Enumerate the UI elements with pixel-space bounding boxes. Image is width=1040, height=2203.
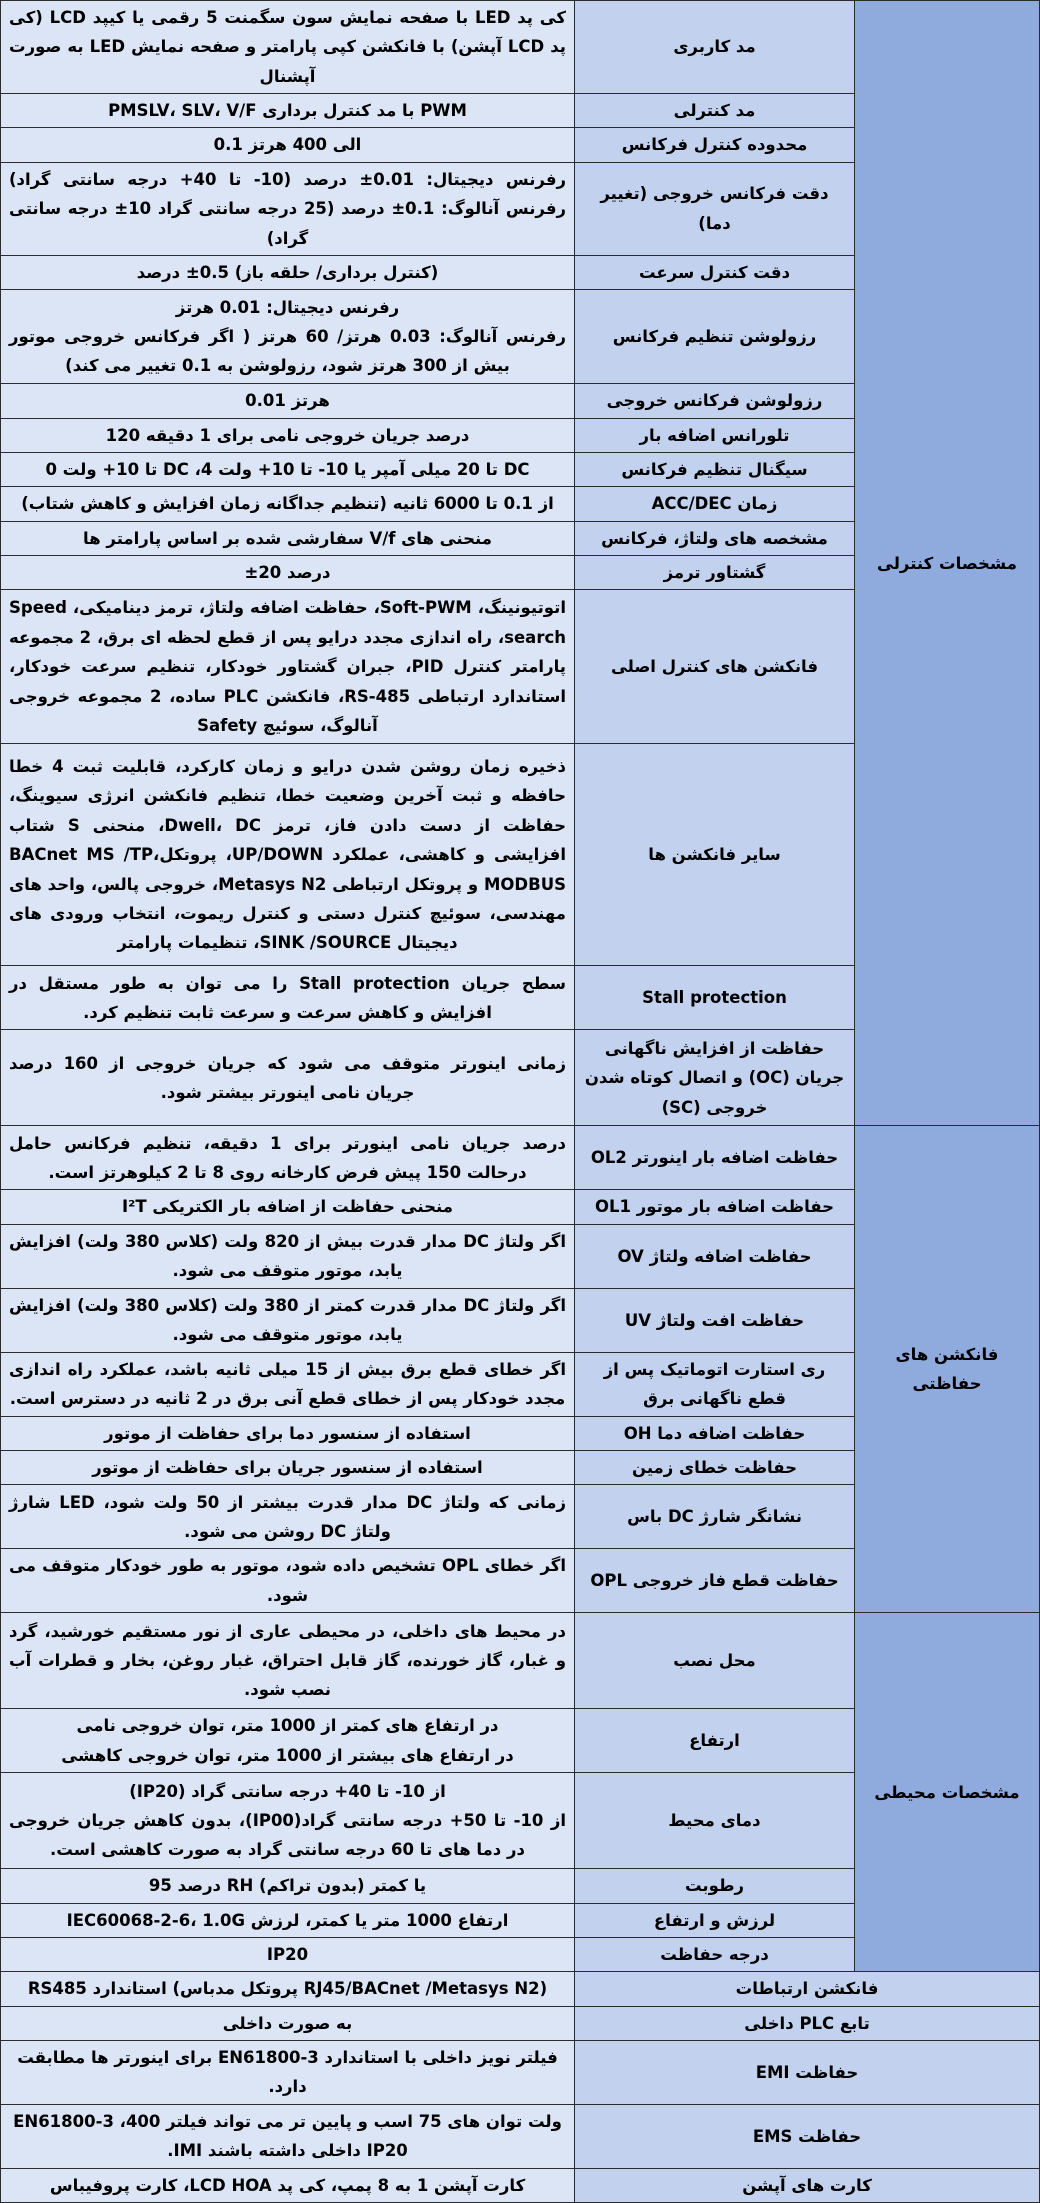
param-label: حفاظت EMS [575, 2104, 1040, 2168]
param-label: فانکشن های کنترل اصلی [575, 590, 855, 744]
category-environment: مشخصات محیطی [855, 1613, 1040, 1972]
param-label: دمای محیط [575, 1773, 855, 1869]
param-label: Stall protection [575, 966, 855, 1030]
table-row [1, 2040, 1040, 2104]
param-value: درصد جریان نامی اینورتر برای 1 دقیقه، تنظیم فرکانس حامل درحالت 150 پیش فرض کارخانه روی 8 تا 2 کیلوهرتز است. [1, 1126, 575, 1190]
table-row [1, 2168, 1040, 2202]
param-label: دقت فرکانس خروجی (تغییر دما) [575, 162, 855, 255]
param-label: کارت های آپشن [575, 2168, 1040, 2202]
param-label: محل نصب [575, 1613, 855, 1709]
param-value: فیلتر نویز داخلی با استاندارد EN61800-3 برای اینورتر ها مطابقت دارد. [1, 2040, 575, 2104]
param-value: درصد 20± [1, 556, 575, 590]
param-label: حفاظت اضافه دما OH [575, 1416, 855, 1450]
table-row [1, 1126, 1040, 1190]
param-label: نشانگر شارژ DC باس [575, 1485, 855, 1549]
param-value: کی پد LED با صفحه نمایش سون سگمنت 5 رقمی یا کیپد LCD (کی پد LCD آپشن) با فانکشن کپی پارامتر و صفحه نمایش LED به صورت آپشنال [1, 1, 575, 94]
param-value: به صورت داخلی [1, 2006, 575, 2040]
value-line: رفرنس دیجیتال: 0.01 هرتز [175, 297, 400, 317]
param-label: رزولوشن تنظیم فرکانس [575, 290, 855, 384]
param-value: درصد جریان خروجی نامی برای 1 دقیقه 120 [1, 418, 575, 452]
param-value: در محیط های داخلی، در محیطی عاری از نور مستقیم خورشید، گرد و غبار، گاز خورنده، گاز قابل احتراق، غبار روغن، بخار و قطرات آب نصب شود. [1, 1613, 575, 1709]
param-label: ارتفاع [575, 1709, 855, 1773]
param-label: مد کنترلی [575, 94, 855, 128]
param-label: لرزش و ارتفاع [575, 1903, 855, 1937]
param-value: رفرنس دیجیتال: 0.01± درصد (10- تا 40+ درجه سانتی گراد) رفرنس آنالوگ: 0.1± درصد (25 درجه سانتی گراد 10± درجه سانتی گراد) [1, 162, 575, 255]
param-label: گشتاور ترمز [575, 556, 855, 590]
table-row [1, 1, 1040, 94]
param-value: ارتفاع 1000 متر یا کمتر، لرزش IEC60068-2-6، 1.0G [1, 1903, 575, 1937]
param-label: حفاظت اضافه بار اینورتر OL2 [575, 1126, 855, 1190]
param-value: هرتز 0.01 [1, 384, 575, 418]
param-value: PWM با مد کنترل برداری PMSLV، SLV، V/F [1, 94, 575, 128]
param-value: زمانی که ولتاژ DC مدار قدرت بیشتر از 50 ولت شود، LED شارژ ولتاژ DC روشن می شود. [1, 1485, 575, 1549]
param-label: حفاظت اضافه ولتاژ OV [575, 1224, 855, 1288]
param-label: حفاظت EMI [575, 2040, 1040, 2104]
param-value: DC تا 20 میلی آمپر یا 10- تا 10+ ولت 4، DC تا 10+ ولت 0 [1, 452, 575, 486]
param-value: منحنی های V/f سفارشی شده بر اساس پارامتر ها [1, 521, 575, 555]
param-label: زمان ACC/DEC [575, 487, 855, 521]
param-value: ولت توان های 75 اسب و پایین تر می تواند فیلتر 400، EN61800-3 IP20 داخلی داشته باشند IMI. [1, 2104, 575, 2168]
param-value: یا کمتر (بدون تراکم) RH درصد 95 [1, 1869, 575, 1903]
param-value [1, 290, 575, 384]
param-value [1, 1773, 575, 1869]
param-label: ری استارت اتوماتیک پس از قطع ناگهانی برق [575, 1352, 855, 1416]
param-label: سایر فانکشن ها [575, 744, 855, 966]
param-label: رزولوشن فرکانس خروجی [575, 384, 855, 418]
param-value: اگر ولتاژ DC مدار قدرت کمتر از 380 ولت (کلاس 380 ولت) افزایش یابد، موتور متوقف می شود. [1, 1288, 575, 1352]
param-value: سطح جریان Stall protection را می توان به طور مستقل در افزایش و کاهش سرعت و سرعت ثابت تنظیم کرد. [1, 966, 575, 1030]
param-value: کارت آپشن 1 به 8 پمپ، کی پد LCD HOA، کارت پروفیباس [1, 2168, 575, 2202]
param-value: اگر خطای OPL تشخیص داده شود، موتور به طور خودکار متوقف می شود. [1, 1549, 575, 1613]
param-value: IP20 [1, 1937, 575, 1971]
param-label: حفاظت افت ولتاژ UV [575, 1288, 855, 1352]
value-line: از 10- تا 40+ درجه سانتی گراد (IP20) [129, 1781, 446, 1801]
param-value: استفاده از سنسور دما برای حفاظت از موتور [1, 1416, 575, 1450]
table-row [1, 2104, 1040, 2168]
value-line: رفرنس آنالوگ: 0.03 هرتز/ 60 هرتز ( اگر فرکانس خروجی موتور بیش از 300 هرتز شود، رزولوشن به 0.1 تغییر می کند) [9, 327, 566, 376]
value-line: از 10- تا 50+ درجه سانتی گراد(IP00)، بدون کاهش جریان خروجی در دما های تا 60 درجه سانتی گراد به صورت کاهشی است. [9, 1811, 566, 1860]
param-value: (کنترل برداری/ حلقه باز) 0.5± درصد [1, 255, 575, 289]
param-label: رطوبت [575, 1869, 855, 1903]
param-value [1, 1709, 575, 1773]
param-label: سیگنال تنظیم فرکانس [575, 452, 855, 486]
param-label: حفاظت قطع فاز خروجی OPL [575, 1549, 855, 1613]
param-label: حفاظت از افزایش ناگهانی جریان (OC) و اتصال کوتاه شدن خروجی (SC) [575, 1030, 855, 1126]
value-line: در ارتفاع های کمتر از 1000 متر، توان خروجی نامی [76, 1716, 499, 1736]
param-value: الی 400 هرتز 0.1 [1, 128, 575, 162]
param-value: از 0.1 تا 6000 ثانیه (تنظیم جداگانه زمان افزایش و کاهش شتاب) [1, 487, 575, 521]
param-label: مشخصه های ولتاژ، فرکانس [575, 521, 855, 555]
param-label: تلورانس اضافه بار [575, 418, 855, 452]
value-line: در ارتفاع های بیشتر از 1000 متر، توان خروجی کاهشی [61, 1745, 514, 1765]
param-value: اتوتیونینگ، Soft-PWM، حفاظت اضافه ولتاژ، ترمز دینامیکی، Speed search، راه اندازی مجدد درایو پس از قطع لحظه ای برق، 2 مجموعه پارامتر کنترل PID، جبران گشتاور خودکار، تنظیم سرعت خودکار، استاندارد ارتباطی RS-485، فانکشن PLC ساده، 2 مجموعه خروجی آنالوگ، سوئیچ Safety [1, 590, 575, 744]
param-value: اگر خطای قطع برق بیش از 15 میلی ثانیه باشد، عملکرد راه اندازی مجدد خودکار پس از خطای قطع آنی برق در 2 ثانیه در دسترس است. [1, 1352, 575, 1416]
table-row [1, 1613, 1040, 1709]
param-label: حفاظت خطای زمین [575, 1451, 855, 1485]
category-protection: فانکشن های حفاظتی [855, 1126, 1040, 1613]
param-value: منحنی حفاظت از اضافه بار الکتریکی I²T [1, 1190, 575, 1224]
table-row [1, 1972, 1040, 2006]
param-label: درجه حفاظت [575, 1937, 855, 1971]
param-label: حفاظت اضافه بار موتور OL1 [575, 1190, 855, 1224]
param-value: استفاده از سنسور جریان برای حفاظت از موتور [1, 1451, 575, 1485]
param-label: تابع PLC داخلی [575, 2006, 1040, 2040]
param-value: ذخیره زمان روشن شدن درایو و زمان کارکرد، قابلیت ثبت 4 خطا حافظه و ثبت آخرین وضعیت خطا، تنظیم فانکشن انرژی سیوینگ، حفاظت از دست دادن فاز، ترمز Dwell، DC، منحنی S شتاب افزایشی و کاهشی، عملکرد UP/DOWN، پروتکلBACnet MS /TP، MODBUS و پروتکل ارتباطی Metasys N2، خروجی پالس، واحد های مهندسی، سوئیچ کنترل دستی و کنترل ریموت، انتخاب ورودی های دیجیتال SINK /SOURCE، تنظیمات پارامتر [1, 744, 575, 966]
param-label: دقت کنترل سرعت [575, 255, 855, 289]
param-value: (RJ45/BACnet /Metasys N2 پروتکل مدباس) استاندارد RS485 [1, 1972, 575, 2006]
param-label: مد کاربری [575, 1, 855, 94]
table-row [1, 2006, 1040, 2040]
param-label: فانکشن ارتباطات [575, 1972, 1040, 2006]
category-control: مشخصات کنترلی [855, 1, 1040, 1126]
param-value: اگر ولتاژ DC مدار قدرت بیش از 820 ولت (کلاس 380 ولت) افزایش یابد، موتور متوقف می شود. [1, 1224, 575, 1288]
param-value: زمانی اینورتر متوقف می شود که جریان خروجی از 160 درصد جریان نامی اینورتر بیشتر شود. [1, 1030, 575, 1126]
param-label: محدوده کنترل فرکانس [575, 128, 855, 162]
